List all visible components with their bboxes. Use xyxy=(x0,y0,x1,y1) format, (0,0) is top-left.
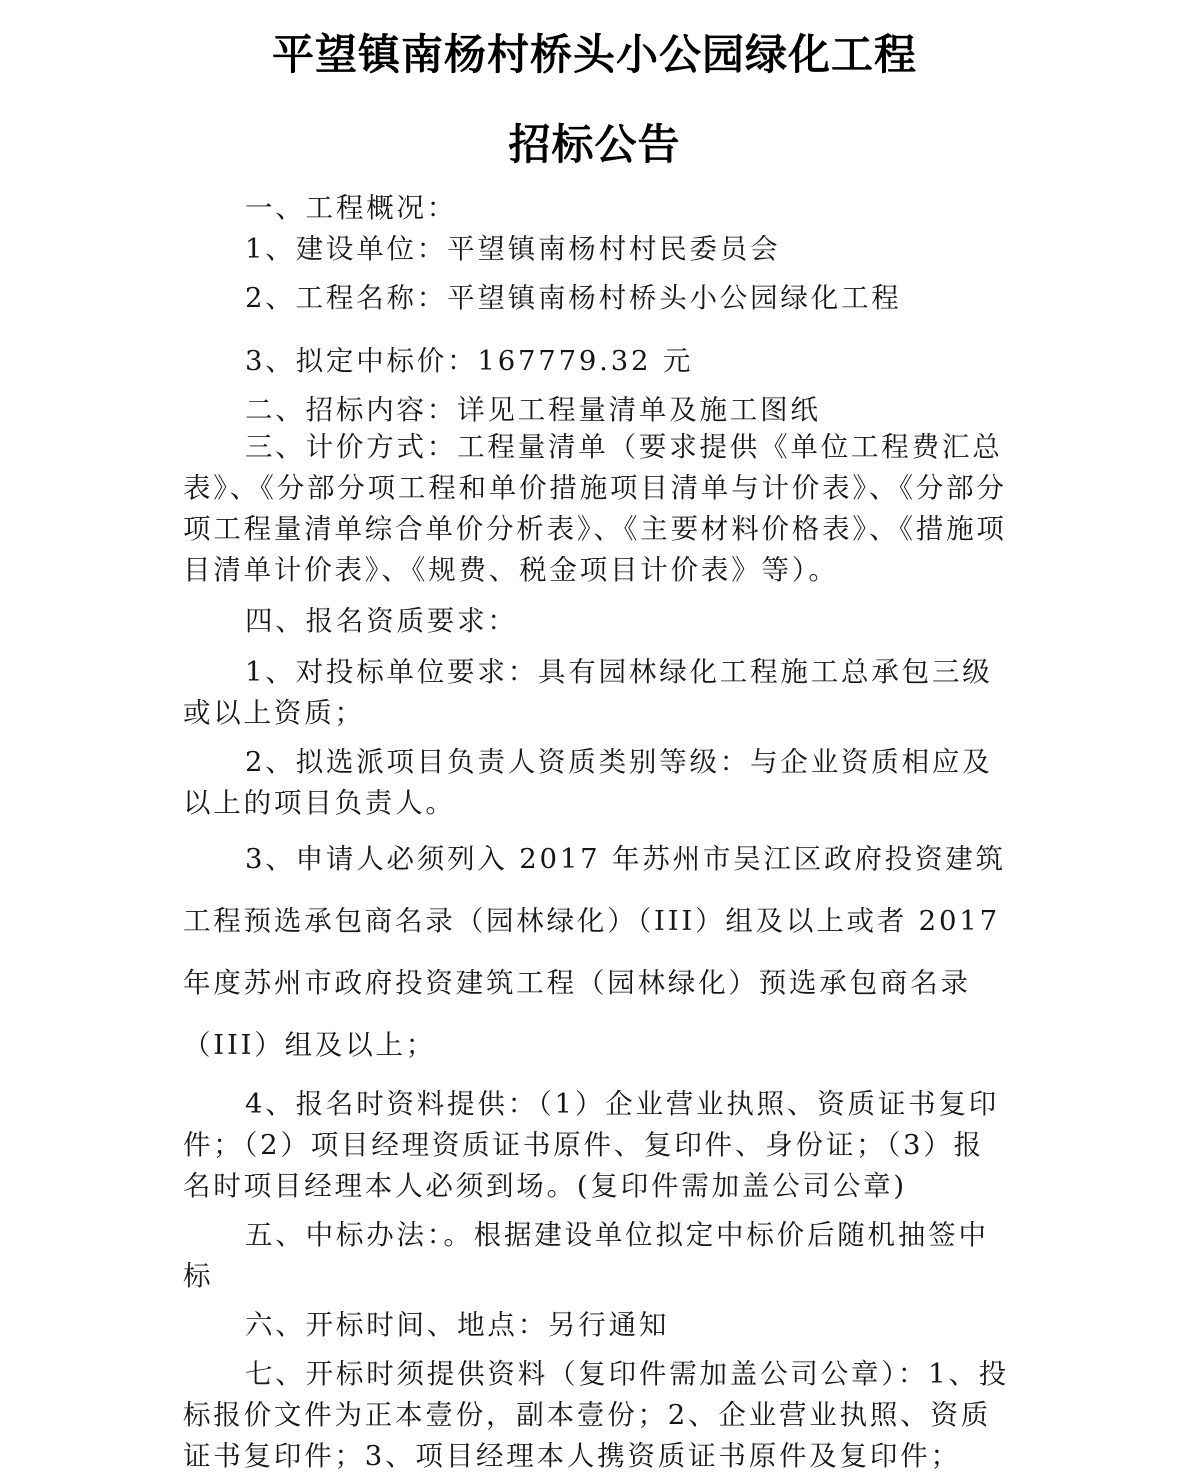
section-4-heading: 四、报名资质要求： xyxy=(245,605,518,637)
section-4-item-1: 1、对投标单位要求：具有园林绿化工程施工总承包三级或以上资质； xyxy=(183,656,993,729)
document-body xyxy=(183,188,1013,1477)
section-2: 二、招标内容：详见工程量清单及施工图纸 xyxy=(245,394,821,426)
section-1-item-2: 2、工程名称：平望镇南杨村桥头小公园绿化工程 xyxy=(245,282,902,314)
document-title: 平望镇南杨村桥头小公园绿化工程 xyxy=(271,30,917,79)
section-4-item-2: 2、拟选派项目负责人资质类别等级：与企业资质相应及以上的项目负责人。 xyxy=(183,746,993,819)
section-3: 三、计价方式：工程量清单（要求提供《单位工程费汇总表》、《分部分项工程和单价措施项目清单与计价表》、《分部分项工程量清单综合单价分析表》、《主要材料价格表》、《措施项目清单计价表》、《规费、税金项目计价表》等）。 xyxy=(183,431,1007,586)
section-4-item-4: 4、报名时资料提供：（1）企业营业执照、资质证书复印件；（2）项目经理资质证书原件、复印件、身份证；（3）报名时项目经理本人必须到场。(复印件需加盖公司公章) xyxy=(183,1088,1000,1202)
section-5: 五、中标办法：。根据建设单位拟定中标价后随机抽签中标 xyxy=(183,1219,989,1292)
section-1-item-1: 1、建设单位：平望镇南杨村村民委员会 xyxy=(245,233,781,265)
document-subtitle: 招标公告 xyxy=(508,120,681,169)
section-1-item-3: 3、拟定中标价：167779.32 元 xyxy=(245,345,694,377)
section-7: 七、开标时须提供资料（复印件需加盖公司公章）：1、投标报价文件为正本壹份，副本壹份；2、企业营业执照、资质证书复印件；3、项目经理本人携资质证书原件及复印件； xyxy=(183,1358,1010,1472)
section-4-item-3: 3、申请人必须列入 2017 年苏州市吴江区政府投资建筑工程预选承包商名录（园林绿化）（III）组及以上或者 2017 年度苏州市政府投资建筑工程（园林绿化）预选承包商名录（III）组及以上； xyxy=(183,843,1006,1061)
section-6: 六、开标时间、地点：另行通知 xyxy=(245,1309,670,1341)
section-1-heading: 一、工程概况： xyxy=(245,192,458,224)
